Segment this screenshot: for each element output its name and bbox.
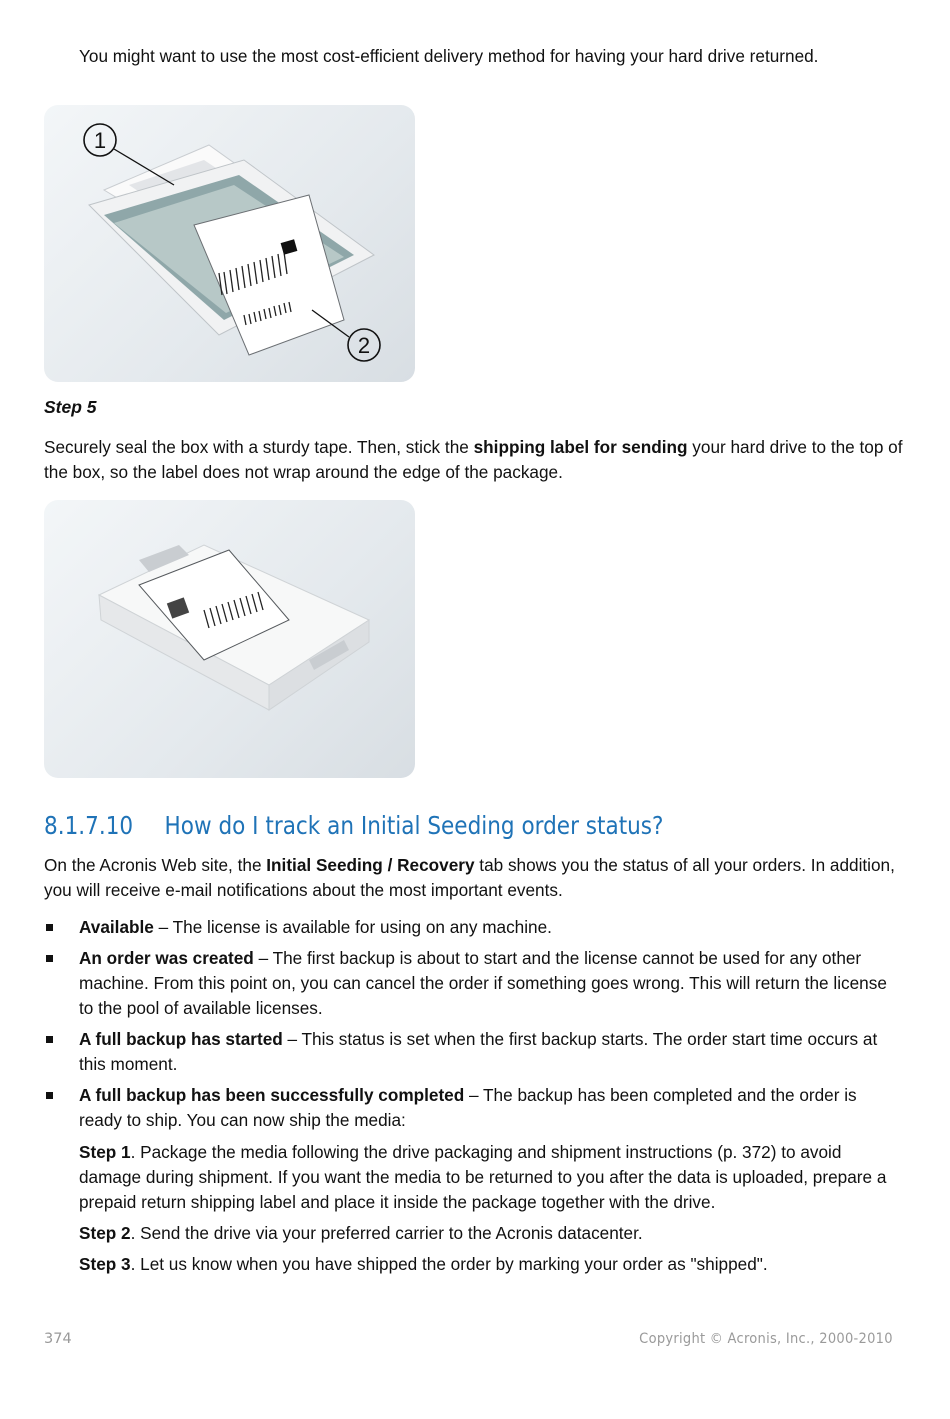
- open-box-photo: [44, 105, 415, 382]
- step-5-bold-term: shipping label for sending: [473, 437, 688, 457]
- step-3-paragraph: Step 3. Let us know when you have shipped the order by marking your order as "shipped".: [79, 1254, 768, 1274]
- shipping-steps: [79, 1140, 899, 1283]
- sealed-box-photo: [44, 500, 415, 778]
- status-list: [44, 915, 904, 1139]
- section-heading: [44, 811, 663, 840]
- step-5-heading: Step 5: [44, 397, 97, 417]
- step-1-paragraph: Step 1. Package the media following the drive packaging and shipment instructions (p. 372) to avoid damage during shipment. If you want the media to be returned to you after the data is uploaded, prepare a prepaid return shipping label and place it inside the package together with the drive.: [79, 1142, 887, 1212]
- step-2-paragraph: Step 2. Send the drive via your preferred carrier to the Acronis datacenter.: [79, 1223, 643, 1243]
- tab-name-bold: Initial Seeding / Recovery: [266, 855, 475, 875]
- open-box-illustration: [44, 105, 415, 382]
- section-number: 8.1.7.10: [44, 811, 134, 840]
- step-5-paragraph: Securely seal the box with a sturdy tape. Then, stick the shipping label for sending your hard drive to the top of the box, so the label does not wrap around the edge of the package.: [44, 437, 903, 482]
- section-title: How do I track an Initial Seeding order status?: [164, 811, 664, 840]
- callout-1-label: 1: [93, 128, 107, 153]
- intro-paragraph: You might want to use the most cost-efficient delivery method for having your hard drive returned.: [79, 46, 819, 66]
- copyright-notice: Copyright © Acronis, Inc., 2000-2010: [639, 1331, 893, 1347]
- status-item-backup-completed: A full backup has been successfully completed – The backup has been completed and the order is ready to ship. You can now ship the media:: [44, 1083, 904, 1133]
- status-item-order-created: An order was created – The first backup is about to start and the license cannot be used for any other machine. From this point on, you can cancel the order if something goes wrong. This will return the license to the pool of available licenses.: [44, 946, 904, 1021]
- status-item-available: Available – The license is available for using on any machine.: [44, 915, 904, 940]
- sealed-box-illustration: [44, 500, 415, 778]
- page-number: 374: [44, 1331, 72, 1347]
- callout-2-label: 2: [357, 333, 371, 358]
- status-item-backup-started: A full backup has started – This status is set when the first backup starts. The order start time occurs at this moment.: [44, 1027, 904, 1077]
- tracking-paragraph: On the Acronis Web site, the Initial Seeding / Recovery tab shows you the status of all your orders. In addition, you will receive e-mail notifications about the most important events.: [44, 855, 895, 900]
